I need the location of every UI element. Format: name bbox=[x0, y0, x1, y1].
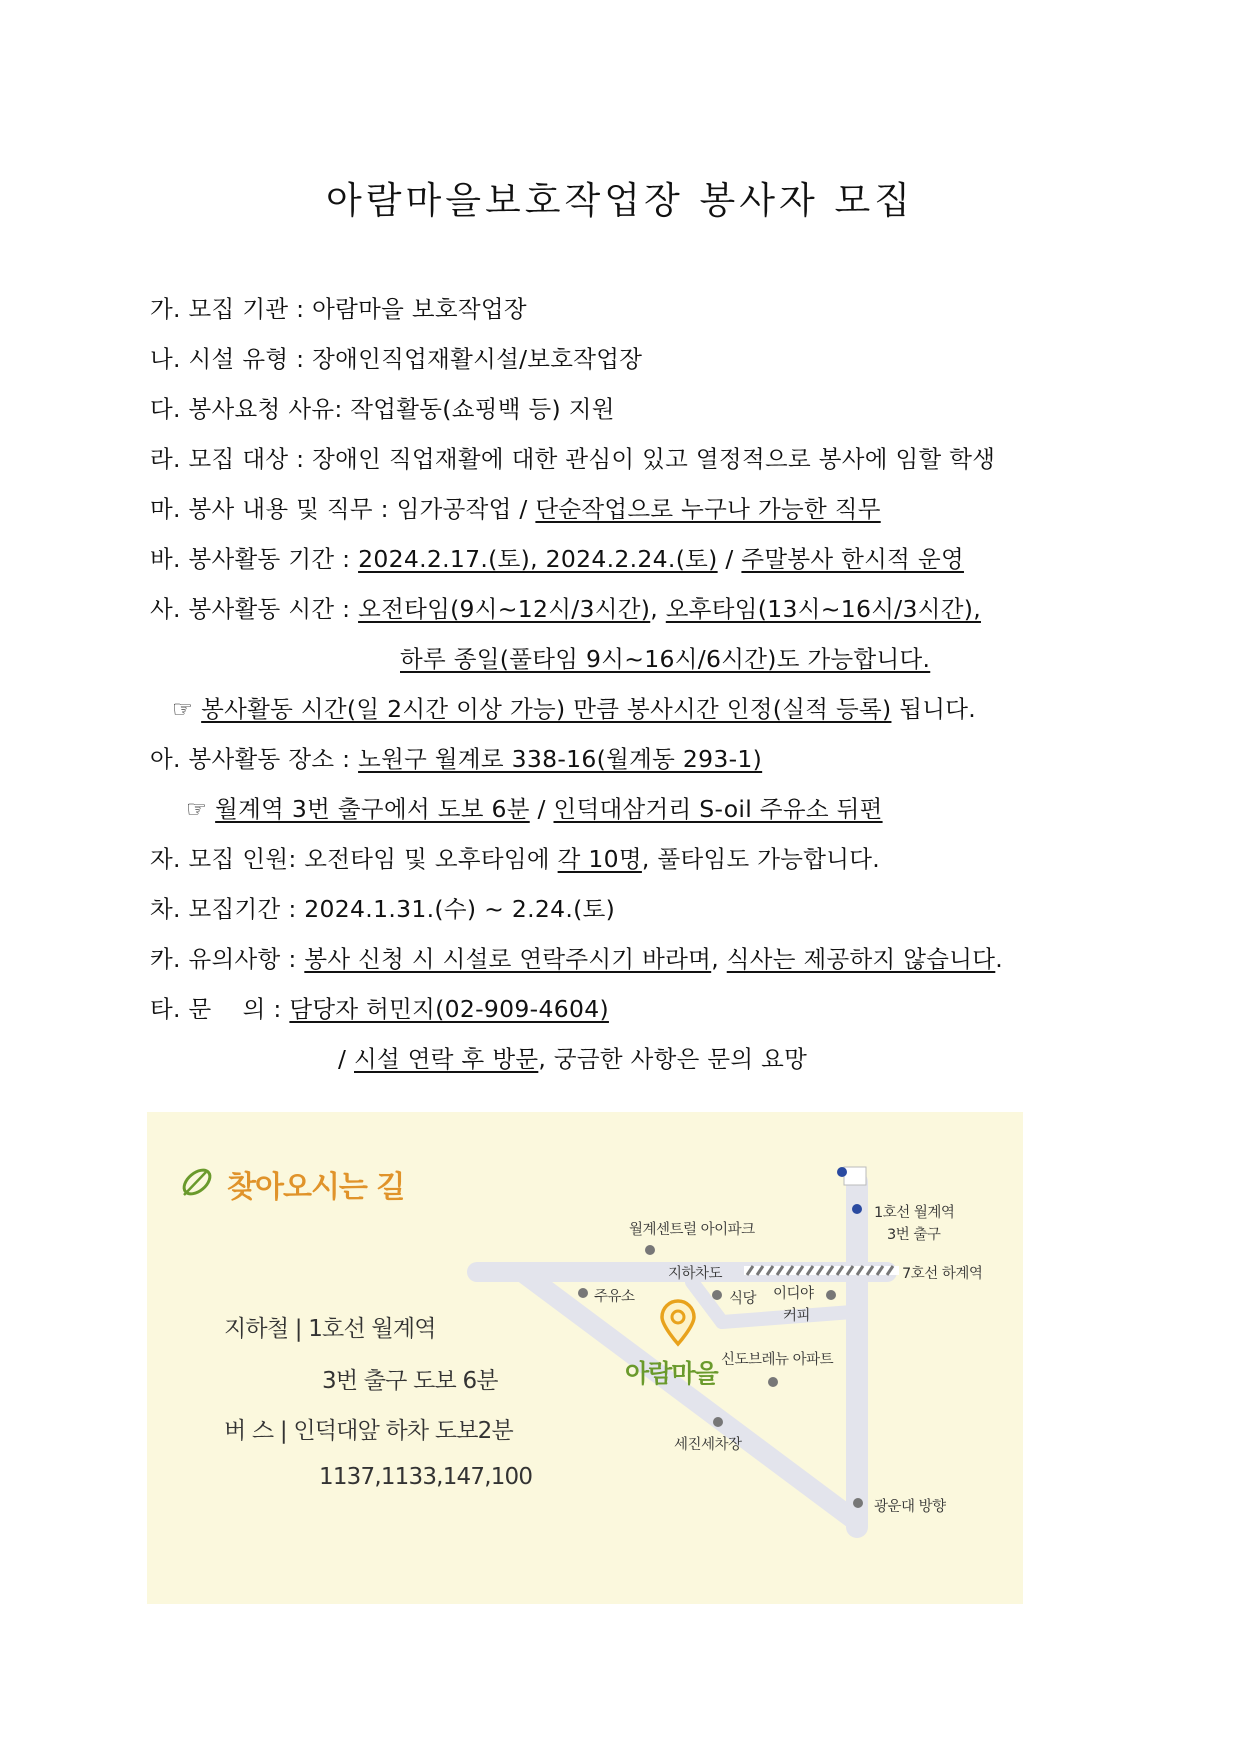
road-branch bbox=[692, 1282, 722, 1322]
pointing-hand-icon: ☞ bbox=[172, 695, 202, 723]
item-ka bbox=[150, 940, 1003, 974]
map-label-gas: 주유소 bbox=[594, 1289, 635, 1305]
underlined-text: 단순작업으로 누구나 가능한 직무 bbox=[535, 495, 881, 523]
item-text: 라. 모집 대상 : 장애인 직업재활에 대한 관심이 있고 열정적으로 봉사에 임할 학생 bbox=[150, 445, 996, 473]
underlined-text: 봉사 신청 시 시설로 연락주시기 바라며 bbox=[304, 945, 712, 973]
map-label-carwash: 세진세차장 bbox=[674, 1437, 742, 1453]
map-label-ediya: 이디야 bbox=[773, 1286, 814, 1302]
item-text: 아. 봉사활동 장소 : bbox=[150, 745, 359, 773]
item-ba bbox=[150, 540, 964, 574]
leaf-icon bbox=[180, 1165, 215, 1198]
underlined-text: 봉사활동 시간(일 2시간 이상 가능) 만큼 봉사시간 인정(실적 등록) bbox=[201, 695, 892, 723]
item-text: , 풀타임도 가능합니다. bbox=[641, 845, 880, 873]
destination-label: 아람마을 bbox=[625, 1359, 718, 1388]
item-text: , bbox=[711, 945, 727, 973]
underlined-text: 오전타임(9시~12시/3시간) bbox=[358, 595, 651, 623]
item-text: 사. 봉사활동 시간 : bbox=[150, 595, 359, 623]
underlined-text: 주말봉사 한시적 운영 bbox=[741, 545, 964, 573]
item-sa-continued bbox=[400, 640, 930, 674]
map-heading: 찾아오시는 길 bbox=[227, 1170, 405, 1205]
page-title: 아람마을보호작업장 봉사자 모집 bbox=[326, 179, 914, 222]
map-label-exit: 3번 출구 bbox=[887, 1227, 941, 1243]
item-ra bbox=[150, 440, 995, 474]
item-text: 카. 유의사항 : bbox=[150, 945, 305, 973]
underlined-text: 각 10명 bbox=[557, 845, 642, 873]
map-label-underpass: 지하차도 bbox=[668, 1266, 723, 1282]
item-a bbox=[150, 740, 762, 774]
underlined-text: 시설 연락 후 방문 bbox=[354, 1045, 539, 1073]
station-marker-icon bbox=[837, 1167, 847, 1177]
item-text: 가. 모집 기관 : 아람마을 보호작업장 bbox=[150, 295, 527, 323]
underlined-text: 식사는 제공하지 않습니다 bbox=[726, 945, 996, 973]
item-text: 타. 문 의 : bbox=[150, 995, 290, 1023]
underlined-text: 2024.2.17.(토), 2024.2.24.(토) bbox=[358, 545, 718, 573]
item-da bbox=[150, 390, 615, 424]
map-label-kwangwoon: 광운대 방향 bbox=[874, 1499, 946, 1515]
underlined-text: 하루 종일(풀타임 9시~16시/6시간)도 가능합니다. bbox=[400, 645, 931, 673]
item-text: . bbox=[995, 945, 1004, 973]
item-text: , 궁금한 사항은 문의 요망 bbox=[538, 1045, 808, 1073]
underlined-text: 노원구 월계로 338-16(월계동 293-1) bbox=[358, 745, 763, 773]
item-text: 자. 모집 인원: 오전타임 및 오후타임에 bbox=[150, 845, 558, 873]
map-label-apt: 신도브레뉴 아파트 bbox=[721, 1352, 834, 1368]
note-directions bbox=[186, 790, 883, 824]
map-label-ipark: 월계센트럴 아이파크 bbox=[629, 1222, 755, 1238]
item-ga bbox=[150, 290, 527, 324]
item-cha bbox=[150, 890, 615, 924]
note-volunteer-hours bbox=[172, 690, 976, 724]
pointing-hand-icon: ☞ bbox=[186, 795, 216, 823]
item-text: 차. 모집기간 : 2024.1.31.(수) ~ 2.24.(토) bbox=[150, 895, 616, 923]
bus-info: 버 스 | 인덕대앞 하차 도보2분 bbox=[224, 1418, 513, 1444]
underlined-text: 오후타임(13시~16시/3시간), bbox=[665, 595, 981, 623]
item-na bbox=[150, 340, 642, 374]
subway-info: 지하철 | 1호선 월계역 bbox=[224, 1316, 436, 1342]
map-label-restaurant: 식당 bbox=[729, 1291, 757, 1307]
item-text: 다. 봉사요청 사유: 작업활동(쇼핑백 등) 지원 bbox=[150, 395, 615, 423]
subway-info-detail: 3번 출구 도보 6분 bbox=[322, 1368, 498, 1394]
underlined-text: 담당자 허민지(02-909-4604) bbox=[289, 995, 609, 1023]
item-ta bbox=[150, 990, 609, 1024]
underlined-text: 인덕대삼거리 S-oil 주유소 뒤편 bbox=[553, 795, 883, 823]
map-label-ediya-coffee: 커피 bbox=[783, 1308, 811, 1324]
item-text: 됩니다. bbox=[891, 695, 976, 723]
item-text: 바. 봉사활동 기간 : bbox=[150, 545, 359, 573]
item-ta-continued bbox=[338, 1040, 807, 1074]
item-text: / bbox=[529, 795, 554, 823]
item-text: / bbox=[717, 545, 742, 573]
underlined-text: 월계역 3번 출구에서 도보 6분 bbox=[215, 795, 530, 823]
station-building-icon bbox=[844, 1167, 866, 1185]
directions-map bbox=[147, 1112, 1023, 1604]
bus-numbers: 1137,1133,147,100 bbox=[319, 1464, 533, 1490]
item-ma bbox=[150, 490, 881, 524]
item-text: 나. 시설 유형 : 장애인직업재활시설/보호작업장 bbox=[150, 345, 643, 373]
map-label-station: 1호선 월계역 bbox=[874, 1205, 955, 1221]
item-text: , bbox=[650, 595, 666, 623]
location-pin-icon bbox=[662, 1301, 694, 1344]
item-text: / bbox=[338, 1045, 354, 1073]
exit-marker-icon bbox=[852, 1204, 862, 1214]
item-text: 마. 봉사 내용 및 직무 : 임가공작업 / bbox=[150, 495, 536, 523]
map-label-hagye: 7호선 하계역 bbox=[902, 1266, 983, 1282]
item-sa bbox=[150, 590, 981, 624]
item-ja bbox=[150, 840, 880, 874]
